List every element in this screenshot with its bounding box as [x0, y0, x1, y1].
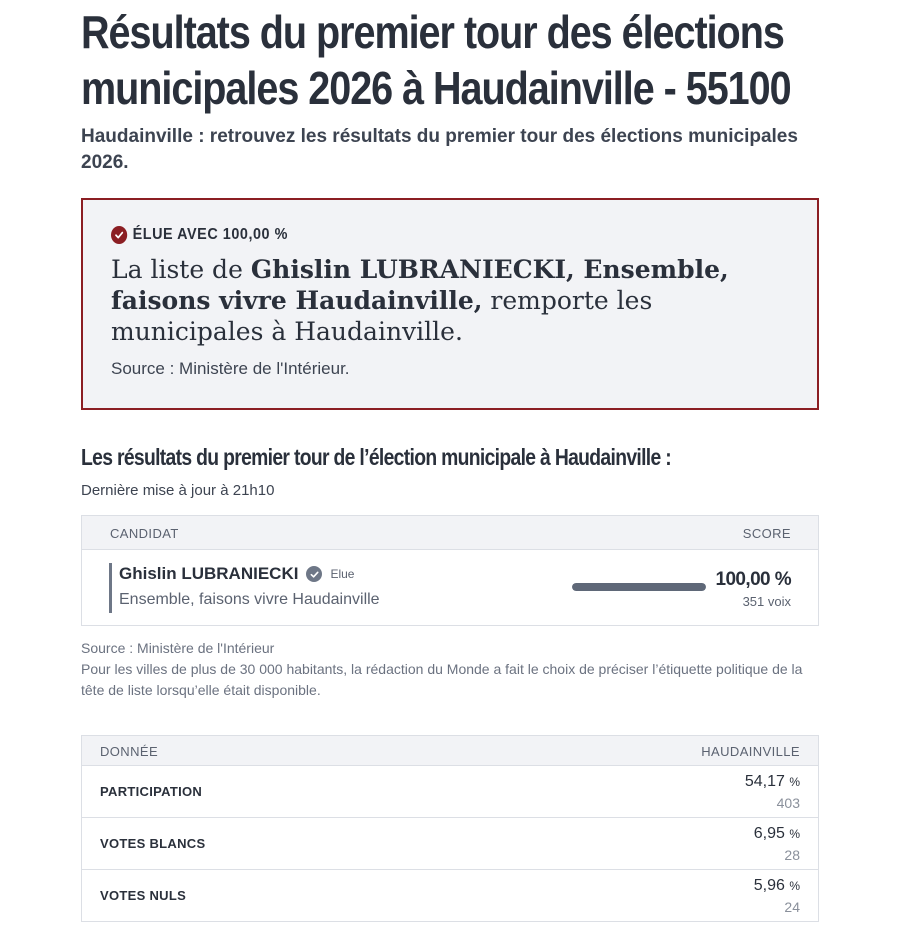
notes-disclaimer: Pour les villes de plus de 30 000 habitants, la rédaction du Monde a fait le choix de préciser l’étiquette politique de la tête de liste lorsqu’elle était disponible.: [81, 661, 803, 698]
check-circle-icon: [111, 226, 127, 244]
candidate-color-marker: [109, 563, 112, 613]
score-bar: [572, 583, 706, 591]
candidate-name: Ghislin LUBRANIECKI: [119, 564, 299, 583]
notes-source: Source : Ministère de l'Intérieur: [81, 640, 275, 656]
candidate-name-line: [119, 564, 354, 584]
elected-label-text: ÉLUE AVEC 100,00 %: [132, 226, 288, 243]
column-header-score: SCORE: [742, 526, 791, 541]
title-postcode: - 55100: [653, 62, 791, 114]
winner-text-suffix: remporte les municipales à Haudainville.: [111, 286, 653, 346]
notes: [81, 638, 821, 701]
title-text: Résultats du premier tour des élections municipales 2026 à: [81, 6, 784, 114]
table-row: [82, 766, 818, 818]
table-row: [82, 870, 818, 922]
turnout-table: [81, 735, 819, 922]
candidate-list-name: Ensemble, faisons vivre Haudainville: [119, 591, 380, 608]
candidates-table-header: [82, 516, 818, 550]
row-percentage: 5,96 %: [753, 877, 800, 894]
page-title: [81, 4, 841, 116]
row-count: 403: [776, 795, 800, 811]
winner-box: [81, 198, 819, 410]
candidates-table: [81, 515, 819, 626]
elected-label: [111, 226, 288, 244]
candidate-status: Elue: [330, 567, 355, 581]
row-label: PARTICIPATION: [100, 784, 203, 799]
winner-text-prefix: La liste de: [111, 255, 251, 284]
row-label: VOTES BLANCS: [100, 836, 206, 851]
row-percentage: 54,17 %: [744, 773, 800, 790]
winner-text: [111, 254, 791, 347]
row-percentage: 6,95 %: [753, 825, 800, 842]
column-header-candidate: CANDIDAT: [110, 526, 179, 541]
candidate-votes: 351 voix: [742, 594, 791, 609]
winner-list-name: Ghislin LUBRANIECKI, Ensemble, faisons vivre Haudainville,: [111, 255, 729, 315]
row-label: VOTES NULS: [100, 888, 187, 903]
check-circle-icon: [306, 566, 322, 582]
winner-source: Source : Ministère de l'Intérieur.: [111, 359, 350, 378]
column-header-city: HAUDAINVILLE: [701, 744, 800, 759]
column-header-data: DONNÉE: [100, 744, 159, 759]
page-subtitle: Haudainville : retrouvez les résultats du premier tour des élections municipales 2026.: [81, 126, 798, 173]
score-bar-fill: [572, 583, 706, 591]
table-row: [82, 818, 818, 870]
turnout-table-header: [82, 736, 818, 766]
row-count: 28: [784, 847, 800, 863]
last-updated: Dernière mise à jour à 21h10: [81, 482, 275, 499]
results-heading: Les résultats du premier tour de l’élection municipale à Haudainville :: [81, 444, 672, 470]
title-city: Haudainville: [433, 62, 654, 114]
candidate-row: [82, 550, 818, 626]
row-count: 24: [784, 899, 800, 915]
candidate-score: 100,00 %: [715, 569, 791, 590]
